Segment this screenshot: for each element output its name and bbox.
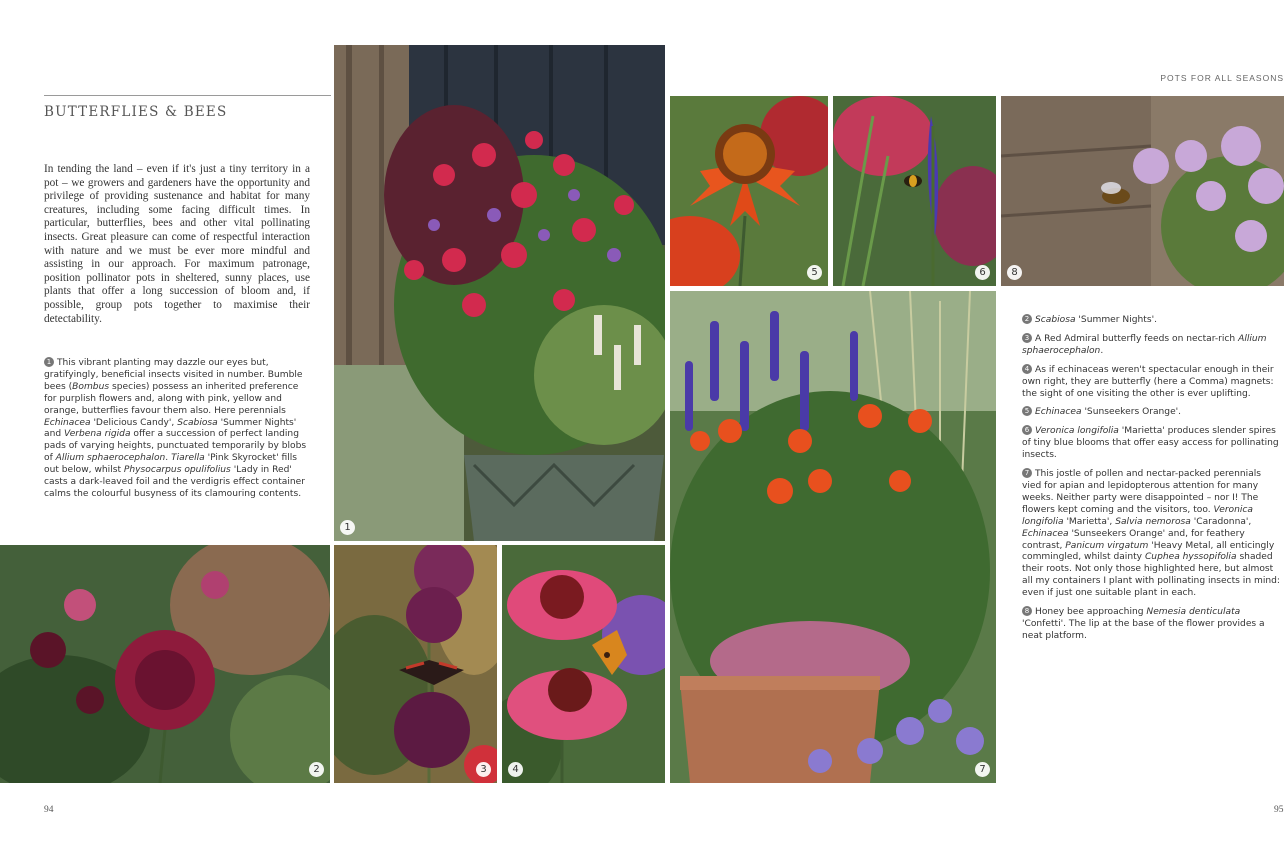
caption-5: 5 Echinacea 'Sunseekers Orange'. [1022,406,1280,419]
photo-6-veronica-bee [833,96,996,286]
photo-2-scabiosa [0,545,330,783]
photo-number: 1 [340,520,355,535]
caption-number: 1 [44,357,54,367]
photo-8-nemesia-bee [1001,96,1284,286]
photo-1-pollinator-pot [334,45,665,541]
caption-2: 2 Scabiosa 'Summer Nights'. [1022,314,1280,327]
photo-4-echinacea-comma [502,545,665,783]
caption-1: 1 This vibrant planting may dazzle our eyes but, gratifyingly, beneficial insects visited in number. Bumble bees (Bombus species) possess an inherited preference for purplish flowers and, along with pink, yellow and orange, butterflies favour them also. Here perennials Echinacea 'Delicious Candy', Scabiosa 'Summer Nights' and Verbena rigida offer a succession of perfect landing pads of varying heights, punctuated temporarily by blobs of Allium sphaerocephalon. Tiarella 'Pink Skyrocket' fills out below, whilst Physocarpus opulifolius 'Lady in Red' casts a dark-leaved foil and the verdigris effect container calms the colourful busyness of its clamouring contents. [44,358,307,499]
page-number-right: 95 [1274,805,1284,815]
photo-7-mixed-perennials [670,291,996,783]
caption-3: 3 A Red Admiral butterfly feeds on nectar-rich Allium sphaerocephalon. [1022,333,1267,356]
section-title: BUTTERFLIES & BEES [44,104,228,120]
photo-number: 3 [476,762,491,777]
caption-8: 8 Honey bee approaching Nemesia denticulata 'Confetti'. The lip at the base of the flower provides a neat platform. [1022,607,1265,641]
heading-rule [44,95,331,96]
photo-number: 4 [508,762,523,777]
running-header: POTS FOR ALL SEASONS [1160,73,1284,83]
photo-3-allium-butterfly [334,545,497,783]
photo-number: 8 [1007,265,1022,280]
photo-number: 2 [309,762,324,777]
photo-number: 5 [807,265,822,280]
intro-paragraph: In tending the land – even if it's just a tiny territory in a pot – we growers and gardeners have the opportunity and privilege of providing sustenance and habitat for many creatures, including some facing difficult times. In particular, butterflies, bees and other vital pollinating insects. Great pleasure can come of respectful interaction with nature and we must be ever more mindful and assisting in our approach. For maximum patronage, position pollinator pots in sheltered, sunny places, use plants that offer a long succession of bloom and, if possible, group pots together to maximise their detectability. [44,163,310,325]
page-number-left: 94 [44,805,54,815]
right-captions [1022,314,1280,649]
photo-5-echinacea-orange [670,96,828,286]
photo-number: 7 [975,762,990,777]
photo-number: 6 [975,265,990,280]
caption-7: 7 This jostle of pollen and nectar-packed perennials vied for apian and lepidopterous attention for many weeks. Neither party were disappointed – nor I! The flowers kept coming and the visitors, too. Veronica longifolia 'Marietta', Salvia nemorosa 'Caradonna', Echinacea 'Sunseekers Orange' and, for feathery contrast, Panicum virgatum 'Heavy Metal, all enticingly commingled, whilst dainty Cuphea hyssopifolia shaded their roots. Not only those highlighted here, but almost all my containers I plant with pollinating insects in mind: even if just one suitable plant in each. [1022,469,1280,599]
caption-4: 4 As if echinaceas weren't spectacular enough in their own right, they are butterfly (here a Comma) magnets: the sight of one visiting the other is ever uplifting. [1022,364,1274,399]
caption-6: 6 Veronica longifolia 'Marietta' produces slender spires of tiny blue blooms that offer easy access for pollinating insects. [1022,426,1279,461]
